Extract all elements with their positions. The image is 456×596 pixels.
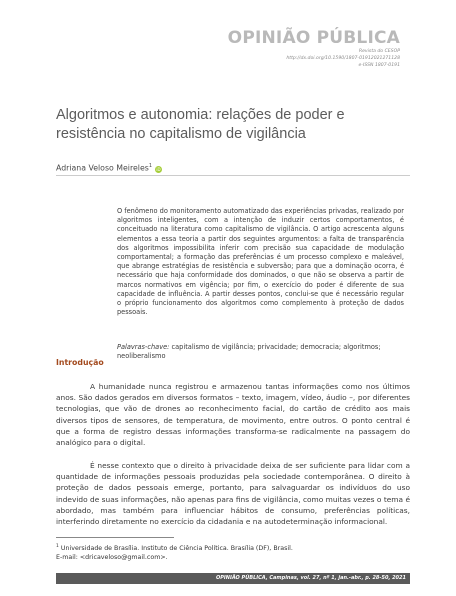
body-paragraph-1: A humanidade nunca registrou e armazenou tantas informações como nos últimos anos. São dados gerados em diversos formatos – texto, imagem, vídeo, áudio –, por diferentes tecnologias, que vão de drones ao reconhecimento facial, do cartão de crédito aos mais diversos tipos de sensores, de temperatura, de movimento, entre outros. O ponto central é que a forma de registro dessas informações transforma-se radicalmente na passagem do analógico para o digital. <box>56 382 410 448</box>
footnote-affiliation: Universidade de Brasília. Instituto de Ciência Política. Brasília (DF), Brasil. <box>60 545 293 553</box>
journal-subtitle: Revista do CESOP <box>358 49 400 54</box>
author-footnote-mark[interactable]: 1 <box>148 163 152 169</box>
footer-citation-bar <box>56 573 410 584</box>
footnote-mark: 1 <box>56 544 59 549</box>
journal-name: OPINIÃO PÚBLICA <box>227 28 400 48</box>
footnote-divider <box>56 537 174 538</box>
author-line <box>56 163 162 173</box>
keywords-label: Palavras-chave <box>117 343 168 351</box>
footnote-email[interactable]: E-mail: <dricaveloso@gmail.com>. <box>56 554 168 562</box>
abstract-text: O fenômeno do monitoramento automatizado das experiências privadas, realizado por algoritmos inteligentes, com a intenção de induzir certos comportamentos, é conceituado na literatura como capitalismo de vigilância. O artigo acrescenta alguns elementos a essa teoria a partir dos seguintes argumentos: a falta de transparência dos algoritmos impossibilita inferir com precisão sua capacidade de modulação comportamental; a formação das preferências é um processo complexo e maleável, que abrange estratégias de resistência e subversão; para que a dominação ocorra, é necessário que haja conformidade dos dominados, o que não se observa a partir de marcos normativos em vigência; por fim, o exercício do poder é diferente de sua capacidade de influência. A partir desses pontos, conclui-se que é necessário regular o próprio funcionamento dos algoritmos como complemento à proteção de dados pessoais. <box>117 207 404 317</box>
author-name: Adriana Veloso Meireles <box>56 163 149 173</box>
keywords: Palavras-chave: capitalismo de vigilância; privacidade; democracia; algoritmos; neoliberalismo <box>117 343 381 361</box>
keywords-list: capitalismo de vigilância; privacidade; democracia; algoritmos; neoliberalismo <box>117 343 381 361</box>
footnote <box>56 542 410 562</box>
journal-doi-link[interactable]: http://dx.doi.org/10.1590/1807-01912021271128 <box>286 56 400 61</box>
footer-citation: OPINIÃO PÚBLICA, Campinas, vol. 27, nº 1, jan.-abr., p. 28-50, 2021 <box>216 575 406 581</box>
section-heading-introduction: Introdução <box>56 358 104 367</box>
article-title: Algoritmos e autonomia: relações de poder e resistência no capitalismo de vigilância <box>56 107 345 142</box>
journal-header <box>228 29 400 69</box>
journal-eissn: e-ISSN 1807-0191 <box>358 63 400 68</box>
body-paragraph-2: É nesse contexto que o direito à privacidade deixa de ser suficiente para lidar com a quantidade de informações pessoais produzidas pela sociedade contemporânea. O direito à proteção de dados pessoais emerge, portanto, para salvaguardar os indivíduos do uso indevido de suas informações, não apenas para fins de vigilância, como muitas vezes o tema é abordado, mas também para influenciar hábitos de consumo, preferências políticas, interferindo diretamente no exercício da cidadania e na autodeterminação informacional. <box>56 461 410 527</box>
orcid-icon[interactable]: iD <box>156 166 161 172</box>
author-divider <box>56 175 410 176</box>
